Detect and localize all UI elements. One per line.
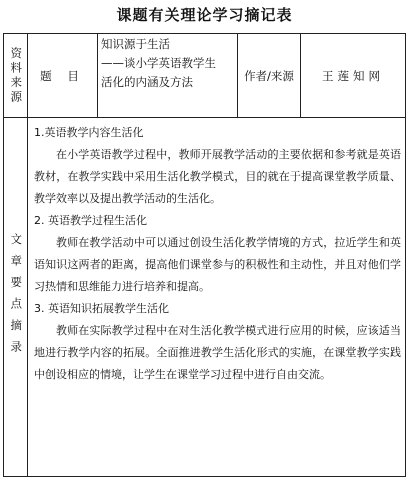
author-value: 王莲知网 [322,68,384,83]
section-heading: 2. 英语教学过程生活化 [34,214,147,227]
author-value-cell [301,34,406,118]
excerpt-table [3,33,406,477]
topic-label: 题 目 [40,68,85,83]
source-label: 资料来源 [9,46,24,105]
section-body: 教师在教学活动中可以通过创设生活化教学情境的方式，拉近学生和英语知识这两者的距离，提高他们课堂参与的积极性和主动性，并且对他们学习热情和思维能力进行培养和提高。 [34,236,401,293]
summary-row [4,118,406,477]
author-label-cell [238,34,301,118]
topic-line: 知识源于生活 [101,37,170,51]
source-label-cell [4,34,28,118]
topic-line: 活化的内涵及方法 [101,75,193,89]
topic-cell [98,34,238,118]
topic-label-cell [28,34,98,118]
summary-label-cell [4,118,28,477]
topic-line: ——谈小学英语教学生 [101,56,216,70]
section-heading: 3. 英语知识拓展教学生活化 [34,302,169,315]
section-body: 教师在实际教学过程中在对生活化教学模式进行应用的时候，应该适当地进行教学内容的拓展。全面推进教学生活化形式的实施，在课堂教学实践中创设相应的情境，让学生在课堂学习过程中进行自由交流。 [34,324,401,381]
section-heading: 1.英语教学内容生活化 [34,126,144,139]
author-label: 作者/来源 [244,68,294,83]
page-title: 课题有关理论学习摘记表 [116,6,293,24]
section-body: 在小学英语教学过程中，教师开展教学活动的主要依据和参考就是英语教材，在教学实践中采用生活化教学模式，目的就在于提高课堂教学质量、教学效率以及提出教学活动的生活化。 [34,148,401,205]
summary-cell [28,118,406,477]
info-row [4,34,406,118]
summary-label: 文章要点摘录 [9,232,24,362]
